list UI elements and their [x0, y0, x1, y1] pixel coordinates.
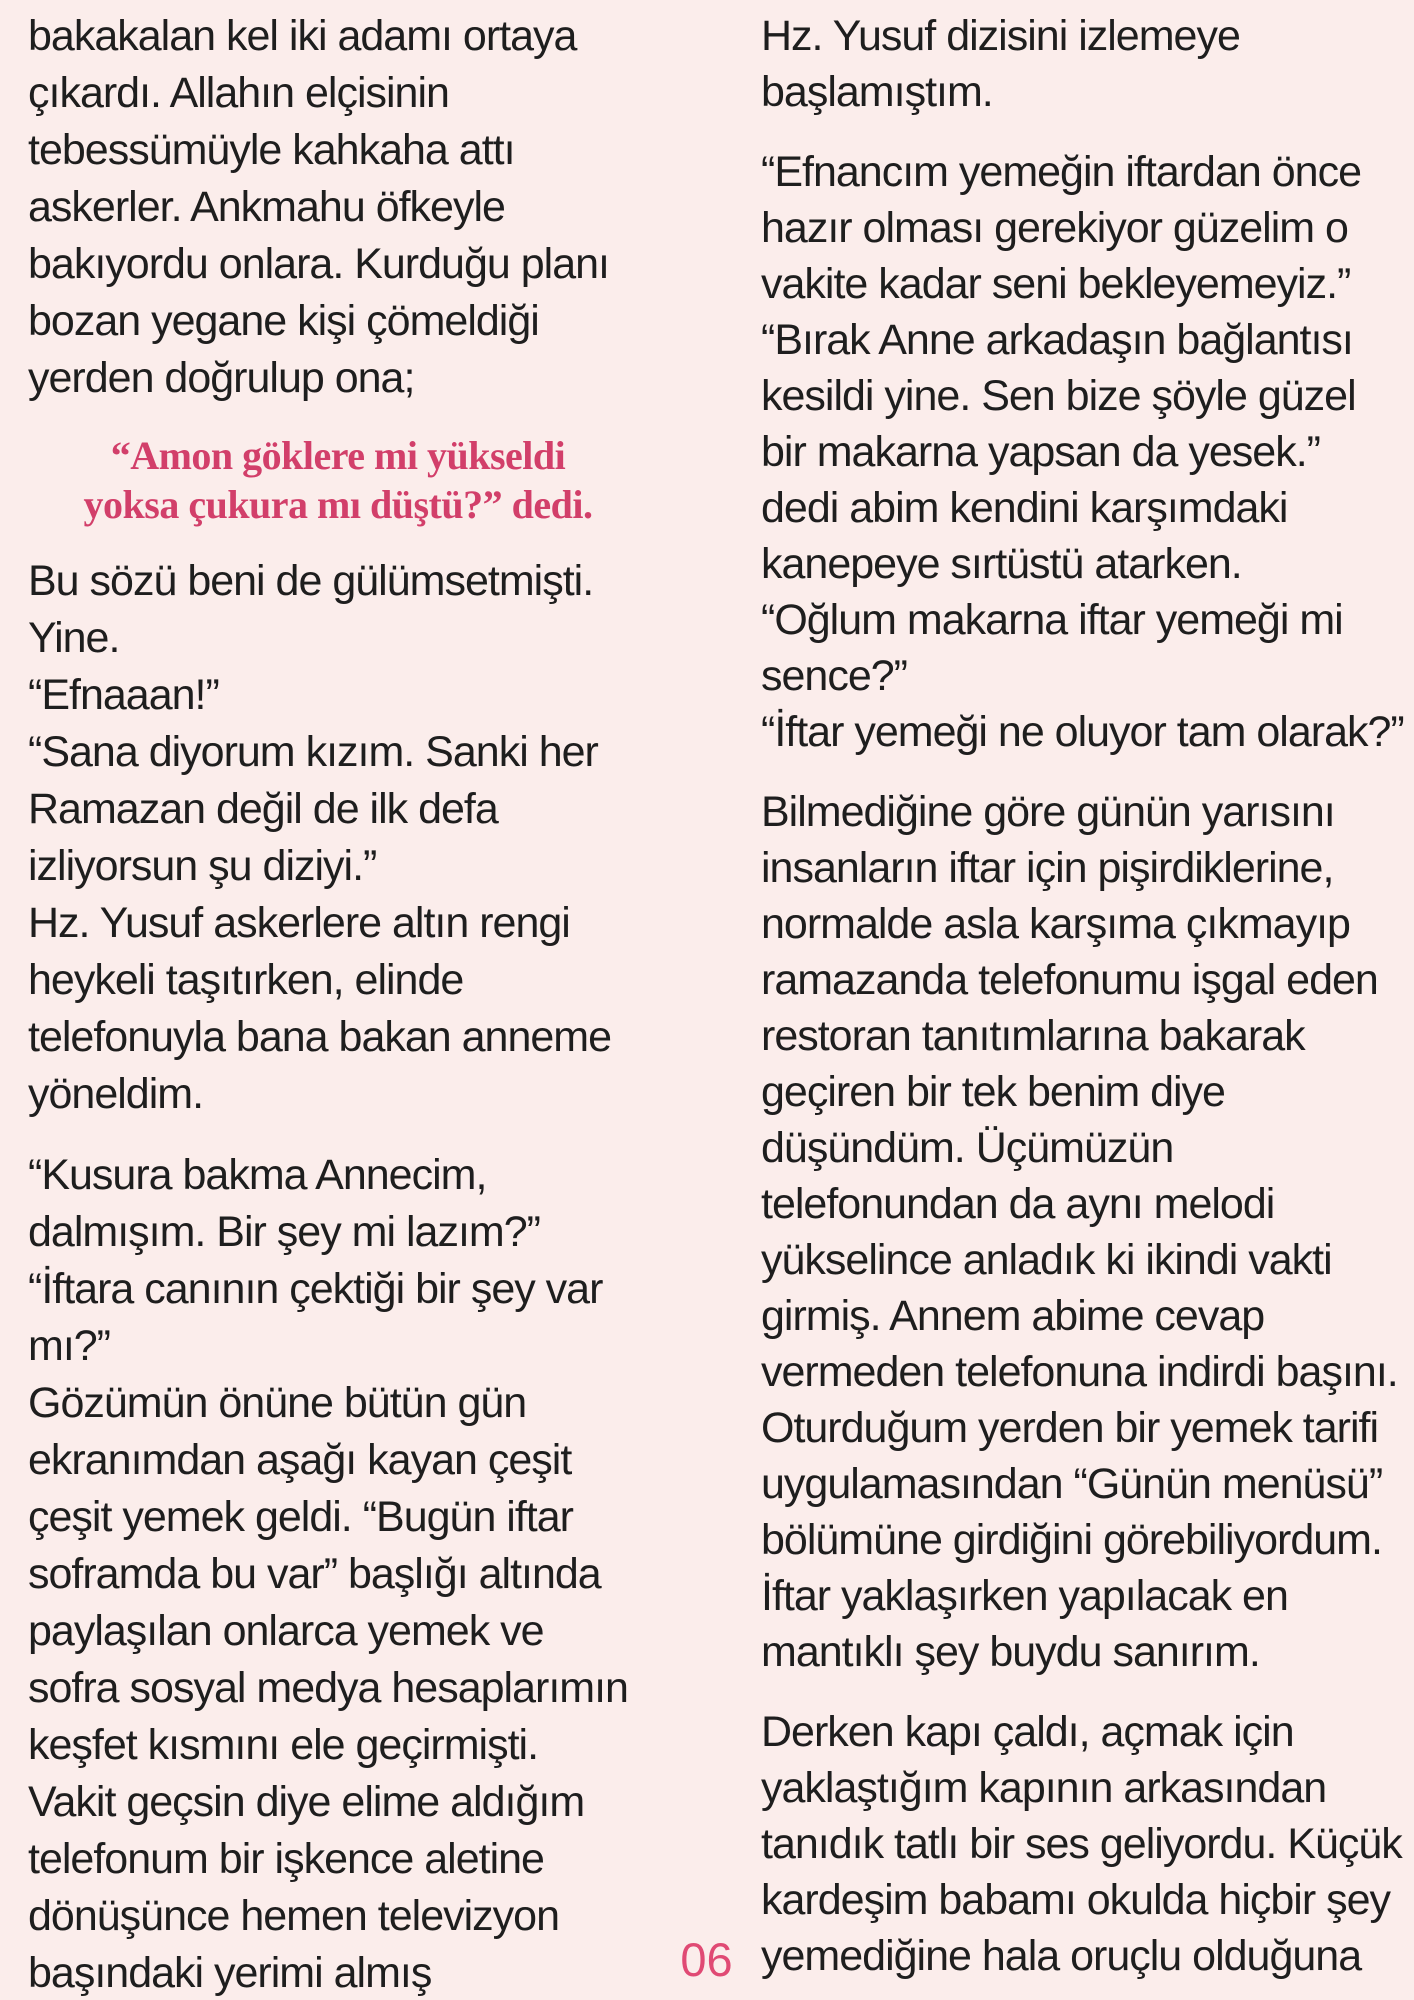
pull-quote: [28, 431, 648, 529]
text-line: hazır olması gerekiyor güzelim o: [761, 204, 1348, 252]
text-line: bir makarna yapsan da yesek.”: [761, 428, 1320, 476]
text-line: kesildi yine. Sen bize şöyle güzel: [761, 372, 1356, 420]
text-line: sofra sosyal medya hesaplarımın: [28, 1664, 628, 1712]
text-line: “Oğlum makarna iftar yemeği mi: [761, 596, 1343, 644]
text-line: yoksa çukura mı düştü?” dedi.: [83, 482, 593, 527]
text-line: yöneldim.: [28, 1070, 204, 1118]
text-line: çeşit yemek geldi. “Bugün iftar: [28, 1493, 573, 1541]
text-line: vermeden telefonuna indirdi başını.: [761, 1348, 1398, 1396]
text-line: telefonum bir işkence aletine: [28, 1835, 544, 1883]
paragraph: [28, 8, 648, 407]
text-line: çıkardı. Allahın elçisinin: [28, 69, 449, 117]
text-line: “Efnancım yemeğin iftardan önce: [761, 148, 1361, 196]
text-line: tebessümüyle kahkaha attı: [28, 126, 515, 174]
text-line: ramazanda telefonumu işgal eden: [761, 956, 1378, 1004]
text-line: Ramazan değil de ilk defa: [28, 785, 498, 833]
text-line: uygulamasından “Günün menüsü”: [761, 1460, 1383, 1508]
text-line: Vakit geçsin diye elime aldığım: [28, 1778, 585, 1826]
text-line: bakakalan kel iki adamı ortaya: [28, 12, 577, 60]
text-line: soframda bu var” başlığı altında: [28, 1550, 601, 1598]
text-line: ekranımdan aşağı kayan çeşit: [28, 1436, 572, 1484]
text-line: heykeli taşıtırken, elinde: [28, 956, 464, 1004]
paragraph: [761, 1704, 1414, 1984]
text-line: izliyorsun şu diziyi.”: [28, 842, 377, 890]
paragraph: [761, 144, 1414, 760]
text-line: askerler. Ankmahu öfkeyle: [28, 183, 505, 231]
text-line: yaklaştığım kapının arkasından: [761, 1764, 1327, 1812]
text-line: keşfet kısmını ele geçirmişti.: [28, 1721, 539, 1769]
text-line: sence?”: [761, 652, 907, 700]
text-line: telefonundan da aynı melodi: [761, 1180, 1275, 1228]
text-line: dedi abim kendini karşımdaki: [761, 484, 1288, 532]
text-line: Hz. Yusuf askerlere altın rengi: [28, 899, 570, 947]
text-line: yükselince anladık ki ikindi vakti: [761, 1236, 1332, 1284]
text-line: girmiş. Annem abime cevap: [761, 1292, 1265, 1340]
text-line: “Amon göklere mi yükseldi: [110, 433, 566, 478]
page-number: 06: [680, 1933, 733, 1986]
text-line: vakite kadar seni bekleyemeyiz.”: [761, 260, 1351, 308]
paragraph: [28, 1147, 648, 2000]
right-text-column: [761, 8, 1414, 2000]
text-line: geçiren bir tek benim diye: [761, 1068, 1225, 1116]
paragraph: [761, 8, 1414, 120]
text-line: “İftara canının çektiği bir şey var: [28, 1265, 603, 1313]
text-line: bozan yegane kişi çömeldiği: [28, 297, 539, 345]
text-line: mantıklı şey buydu sanırım.: [761, 1628, 1260, 1676]
text-line: “Kusura bakma Annecim,: [28, 1151, 487, 1199]
text-line: dönüşünce hemen televizyon: [28, 1892, 559, 1940]
text-line: “Bırak Anne arkadaşın bağlantısı: [761, 316, 1353, 364]
text-line: tanıdık tatlı bir ses geliyordu. Küçük: [761, 1820, 1402, 1868]
text-line: Yine.: [28, 614, 120, 662]
text-line: kanepeye sırtüstü atarken.: [761, 540, 1242, 588]
text-line: normalde asla karşıma çıkmayıp: [761, 900, 1350, 948]
text-line: başındaki yerimi almış: [28, 1949, 432, 1997]
text-line: Hz. Yusuf dizisini izlemeye: [761, 12, 1240, 60]
paragraph: [28, 553, 648, 1123]
text-line: düşündüm. Üçümüzün: [761, 1124, 1174, 1172]
text-line: Oturduğum yerden bir yemek tarifi: [761, 1404, 1379, 1452]
text-line: mı?”: [28, 1322, 110, 1370]
left-text-column: [28, 8, 648, 2000]
text-line: paylaşılan onlarca yemek ve: [28, 1607, 544, 1655]
text-line: Bu sözü beni de gülümsetmişti.: [28, 557, 594, 605]
text-line: Bilmediğine göre günün yarısını: [761, 788, 1335, 836]
text-line: yerden doğrulup ona;: [28, 354, 415, 402]
text-line: başlamıştım.: [761, 68, 993, 116]
text-line: dalmışım. Bir şey mi lazım?”: [28, 1208, 540, 1256]
text-line: kardeşim babamı okulda hiçbir şey: [761, 1876, 1391, 1924]
text-line: “Sana diyorum kızım. Sanki her: [28, 728, 598, 776]
text-line: “İftar yemeği ne oluyor tam olarak?”: [761, 708, 1404, 756]
text-line: telefonuyla bana bakan anneme: [28, 1013, 612, 1061]
text-line: insanların iftar için pişirdiklerine,: [761, 844, 1334, 892]
text-line: Derken kapı çaldı, açmak için: [761, 1708, 1294, 1756]
text-line: bölümüne girdiğini görebiliyordum.: [761, 1516, 1382, 1564]
text-line: yemediğine hala oruçlu olduğuna: [761, 1932, 1362, 1980]
text-line: Gözümün önüne bütün gün: [28, 1379, 527, 1427]
text-line: “Efnaaan!”: [28, 671, 219, 719]
text-line: restoran tanıtımlarına bakarak: [761, 1012, 1305, 1060]
paragraph: [761, 784, 1414, 1680]
text-line: İftar yaklaşırken yapılacak en: [761, 1572, 1288, 1620]
text-line: bakıyordu onlara. Kurduğu planı: [28, 240, 609, 288]
